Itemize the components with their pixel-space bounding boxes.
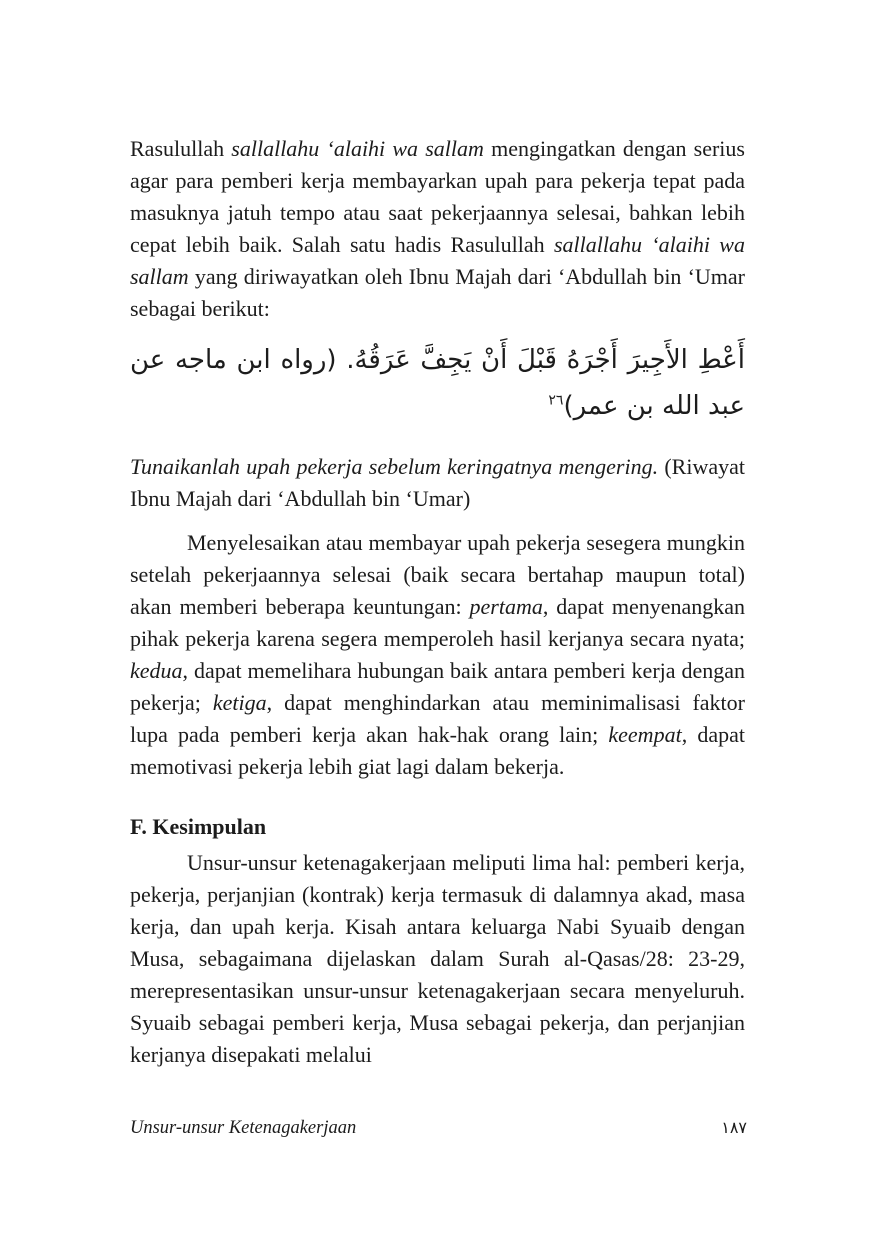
text-segment: , dapat menyenangkan pihak pekerja karena segera memperoleh hasil kerjanya secara nyata; <box>130 594 745 651</box>
text-segment: , dapat menghindarkan atau meminimalisasi faktor lupa pada pemberi kerja akan hak-hak orang lain; <box>130 690 745 747</box>
arabic-hadith: أَعْطِ الأَجِيرَ أَجْرَهُ قَبْلَ أَنْ يَجِفَّ عَرَقُهُ. (رواه ابن ماجه عن عبد الله بن عمر) <box>130 345 745 421</box>
page-footer <box>130 1118 747 1139</box>
footnote-marker: ٢٦ <box>548 392 564 409</box>
text-segment: , dapat memelihara hubungan baik antara pemberi kerja dengan pekerja; <box>130 658 745 715</box>
text-segment-italic: kedua <box>130 658 183 683</box>
text-segment-italic: keempat <box>608 722 682 747</box>
hadith-arabic-text <box>130 337 745 429</box>
text-segment: Rasulullah <box>130 136 232 161</box>
page-number: ١٨٧ <box>721 1118 747 1137</box>
text-segment-italic: sallallahu ‘alaihi wa sallam <box>231 136 484 161</box>
text-segment: mengingatkan dengan serius agar para pemberi kerja membayarkan upah para pekerja tepat pada masuknya jatuh tempo atau saat pekerjaannya selesai, bahkan lebih cepat lebih baik. Salah satu hadis Rasulullah <box>130 136 745 257</box>
running-title: Unsur-unsur Ketenagakerjaan <box>130 1118 357 1138</box>
text-segment: yang diriwayatkan oleh Ibnu Majah dari ‘Abdullah bin ‘Umar sebagai berikut: <box>130 264 745 321</box>
text-segment: Unsur-unsur ketenagakerjaan meliputi lima hal: pemberi kerja, pekerja, perjanjian (kontrak) kerja termasuk di dalamnya akad, masa kerja, dan upah kerja. Kisah antara keluarga Nabi Syuaib dengan Musa, sebagaimana dijelaskan dalam Surah al-Qasas/28: 23-29, merepresentasikan unsur-unsur ketenagakerjaan secara menyeluruh. Syuaib sebagai pemberi kerja, Musa sebagai pekerja, dan perjanjian kerjanya disepakati melalui <box>130 850 745 1067</box>
paragraph-conclusion <box>130 847 745 1071</box>
text-segment-italic: sallallahu ‘alaihi wa sallam <box>130 232 745 289</box>
text-segment-italic: ketiga <box>212 690 267 715</box>
text-segment-italic: Tunaikanlah upah pekerja sebelum keringatnya mengering. <box>130 454 659 479</box>
page-content <box>130 133 745 1071</box>
paragraph-intro <box>130 133 745 325</box>
hadith-translation <box>130 451 745 515</box>
text-segment: Menyelesaikan atau membayar upah pekerja sesegera mungkin setelah pekerjaannya selesai (baik secara bertahap maupun total) akan memberi beberapa keuntungan: <box>130 530 745 619</box>
text-segment-italic: pertama <box>469 594 543 619</box>
text-segment: , dapat memotivasi pekerja lebih giat lagi dalam bekerja. <box>130 722 745 779</box>
paragraph-benefits <box>130 527 745 783</box>
text-segment: (Riwayat Ibnu Majah dari ‘Abdullah bin ‘Umar) <box>130 454 745 511</box>
section-heading: F. Kesimpulan <box>130 814 267 839</box>
